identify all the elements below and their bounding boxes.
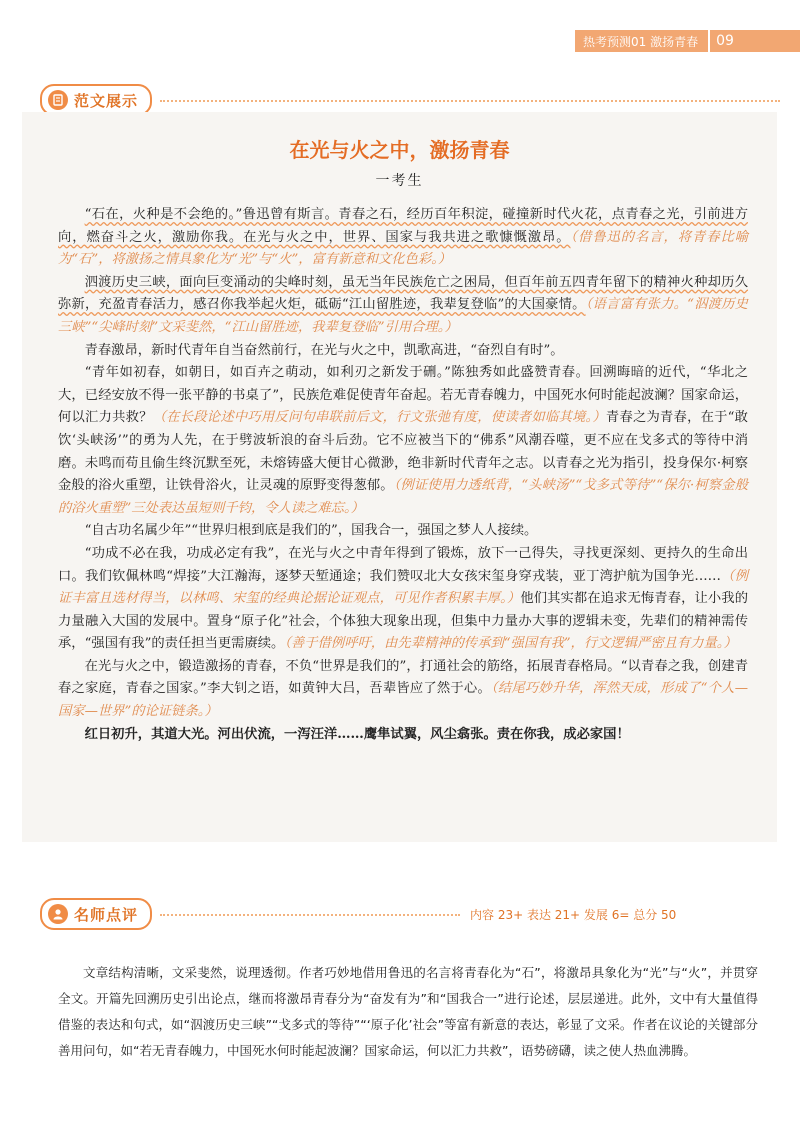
sample-section-label: 范文展示 <box>74 91 139 110</box>
essay-paragraph <box>58 656 748 724</box>
comment-note: （例证使用力透纸背，“头峡汤”“戈多式等待”“保尔·柯察金般的浴火重塑”三处表达虽短则千钧，令人读之难忘。） <box>58 478 748 516</box>
comment-note: （在长段论述中巧用反问句串联前后文，行文张弛有度，使读者如临其境。） <box>152 410 606 426</box>
essay-paragraph <box>58 520 748 543</box>
comment-note: （例证丰富且选材得当，以林鸣、宋玺的经典论据论证观点，可见作者积累丰厚。） <box>58 568 748 607</box>
page-number: 09 <box>716 33 734 49</box>
essay-text: “青年如初春，如朝日，如百卉之萌动，如利刃之新发于硎。”陈独秀如此盛赞青春。回溯晦暗的近代，“华北之大，已经安放不得一张平静的书桌了”，民族危难促使青年奋起。若无青春魄力，中国死水何时能起波澜？国家命运，何以汇力共救？ <box>58 365 748 426</box>
score-breakdown: 内容 23+ 表达 21+ 发展 6= 总分 50 <box>470 908 677 922</box>
teacher-icon <box>48 904 68 924</box>
essay-paragraph <box>58 362 748 520</box>
review-comment: 文章结构清晰，文采斐然，说理透彻。作者巧妙地借用鲁迅的名言将青春化为“石”，将激昂具象化为“光”与“火”，并贯穿全文。开篇先回溯历史引出论点，继而将激昂青春分为“奋发有为”和“国我合一”进行论述，层层递进。此外，文中有大量值得借鉴的表达和句式，如“泅渡历史三峡”“戈多式的等待”“‘原子化’社会”等富有新意的表达，彰显了文采。作者在议论的关键部分善用问句，如“若无青春魄力，中国死水何时能起波澜？国家命运，何以汇力共救”，语势磅礴，读之使人热血沸腾。 <box>58 965 758 1058</box>
essay-text: “功成不必在我，功成必定有我”，在光与火之中青年得到了锻炼，放下一己得失，寻找更深刻、更持久的生命出口。我们钦佩林鸣“焊接”大江瀚海，逐梦天堑通途；我们赞叹北大女孩宋玺身穿戎装，亚丁湾护航为国争光…… <box>58 545 748 584</box>
essay-text: 他们其实都在追求无悔青春，让小我的力量融入大国的发展中。置身“原子化”社会，个体独大现象出现，但集中力量办大事的逻辑未变，先辈们的精神需传承，“强国有我”的责任担当更需赓续。 <box>58 591 748 652</box>
essay-text: 在光与火之中，锻造激扬的青春，不负“世界是我们的”，打通社会的筋络，拓展青春格局。“以青春之我，创建青春之家庭，青春之国家。”李大钊之语，如黄钟大吕，吾辈皆应了然于心。 <box>58 658 748 697</box>
comment-note: （语言富有张力。“泅渡历史三峡”“尖峰时刻”文采斐然，“江山留胜迹，我辈复登临”引用合理。） <box>58 297 748 335</box>
essay-text: 泗渡历史三峡，面向巨变涌动的尖峰时刻，虽无当年民族危亡之困局，但百年前五四青年留下的精神火种却历久弥新，充盈青春活力，感召你我举起火炬，砥砺“江山留胜迹，我辈复登临”的大国豪情。 <box>58 274 748 313</box>
essay-paragraph <box>58 724 748 747</box>
comment-note: （善于借例呼吁，由先辈精神的传承到“强国有我”，行文逻辑严密且有力量。） <box>284 636 737 652</box>
essay-card <box>22 112 777 842</box>
essay-paragraph <box>58 272 748 340</box>
essay-text: “石在，火种是不会绝的。”鲁迅曾有斯言。青春之石，经历百年积淀，碰撞新时代火花，点青春之光，引前进方向，燃奋斗之火，激励你我。在光与火之中，世界、国家与我共进之歌慷慨激昂。 <box>58 207 748 245</box>
header-section-title: 热考预测01 激扬青春 <box>583 34 699 49</box>
section-divider <box>160 100 780 102</box>
essay-title: 在光与火之中，激扬青春 <box>289 138 510 162</box>
essay-text: 红日初升，其道大光。河出伏流，一泻汪洋……鹰隼试翼，风尘翕张。责在你我，成必家国！ <box>84 726 630 742</box>
running-header <box>575 30 800 52</box>
section-divider <box>160 914 460 916</box>
essay-paragraph <box>58 543 748 656</box>
review-section-badge <box>40 898 152 930</box>
essay-text: 青春激昂，新时代青年自当奋然前行，在光与火之中，凯歌高进，“奋烈自有时”。 <box>84 342 564 358</box>
review-section-label: 名师点评 <box>74 905 139 924</box>
comment-note: （结尾巧妙升华，浑然天成，形成了“个人—国家—世界”的论证链条。） <box>58 681 748 720</box>
essay-paragraph <box>58 340 748 363</box>
essay-text: “自古功名属少年”“世界归根到底是我们的”，国我合一，强国之梦人人接续。 <box>84 523 538 539</box>
essay-text: 青春之为青春，在于“敢饮‘头峡汤’”的勇为人先，在于劈波斩浪的奋斗后劲。它不应被当下的“佛系”风潮吞噬，更不应在戈多式的等待中消磨。未鸣而苟且偷生终沉默至死，未熔铸盛大便甘心微渺，绝非新时代青年之志。以青春之光为指引，投身保尔·柯察金般的浴火重塑，让铁骨浴火，让灵魂的原野变得葱郁。 <box>58 410 748 494</box>
essay-body <box>58 204 748 746</box>
comment-note: （借鲁迅的名言，将青春比喻为“石”，将激扬之情具象化为“光”与“火”，富有新意和文化色彩。） <box>58 229 748 268</box>
essay-author: 一考生 <box>375 173 424 189</box>
essay-paragraph <box>58 204 748 272</box>
document-icon <box>48 90 68 110</box>
